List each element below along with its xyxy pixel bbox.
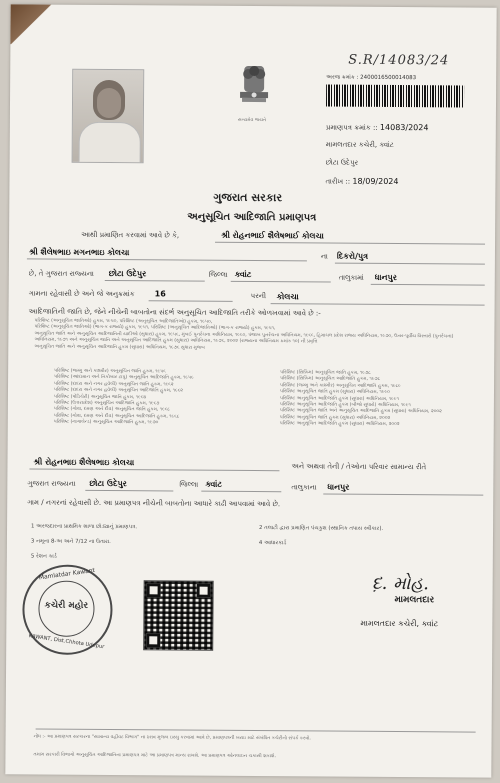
enclosure-5: 5 રેશન કાર્ડ: [30, 553, 57, 560]
caste-name: કોલચા: [276, 292, 299, 302]
barcode: [326, 85, 464, 108]
caste-line: આદિજાતિની જાતિ છે, જેને નીચેની બાબતોના સંદર્ભ અનુસૂચિત આદિજાતિ તરીકે ઓળખવામાં આવે છે :-: [28, 307, 321, 318]
na-label: ના: [320, 252, 328, 261]
person-name: શ્રી રોહનભાઇ શૈલેષભાઇ કોલચા: [33, 457, 135, 468]
enclosure-4: 4 આધારકાર્ડ: [258, 540, 287, 547]
torn-corner: [10, 4, 70, 44]
residence-line: ગામ / નગરનાં રહેવાસી છે. આ પ્રમાણપત્ર નીચેની બાબતોના આધારે કાઢી આપવામાં આવે છે.: [27, 498, 281, 509]
taluka-name: ક્વાંટ: [234, 269, 252, 280]
village-name: ધાનપુર: [374, 272, 397, 283]
state-again: ગુજરાત રાજ્યના: [27, 479, 76, 488]
handwritten-reference: S.R/14083/24: [348, 52, 450, 69]
serial-suffix: પરની: [250, 291, 267, 301]
qr-code: [143, 580, 213, 650]
district-label: જિલ્લા: [208, 270, 228, 279]
serial-number: 16: [154, 289, 166, 299]
signatory-title: મામલતદાર: [394, 595, 435, 606]
cert-number-label: પ્રમાણપત્ર ક્રમાંક: [325, 123, 371, 132]
father-name: શ્રી શૈલેષભાઇ મગનભાઇ કોલચા: [28, 247, 130, 258]
relation: દિકરો/પુત્ર: [336, 251, 369, 261]
footer-note-1: નોંધ :- આ પ્રમાણપત્ર સરકારના "સામાન્ય વહીવટ વિભાગ" ના ઠરાવ મુજબ ઇસ્યુ કરવામાં આવે છે, પ્રમાણપત્રની ખરાઇ માટે સંબંધિત કચેરીનો સંપર્ક કરવો.: [33, 734, 311, 742]
application-number: અરજ ક્રમાંક : 2400016500014083: [326, 74, 417, 82]
certificate-title: અનુસૂચિત આદિજાતિ પ્રમાણપત્ર: [187, 211, 317, 224]
applicant-name: શ્રી રોહનભાઈ શૈલેષભાઈ કોલચા: [221, 230, 324, 241]
district-line: છોટા ઉદેપુર: [325, 158, 359, 167]
taluka-again: ક્વાંટ: [205, 479, 223, 489]
legal-list-left: પરિશિષ્ટ (જમ્મુ અને કાશ્મીર) અનુસૂચિત જાતિ હુકમ, ૧૯૫૬ પરિશિષ્ટ (આંદામાન અને નિકોબાર ટાપુ) અનુસૂચિત આદિજાતિ હુકમ, ૧૯૫૯ પરિશિષ્ટ (દાદરા અને નગર હવેલી) અનુસૂચિત જાતિ હુકમ, ૧૯૬૨ પરિશિષ્ટ (દાદરા અને નગર હવેલી) અનુસૂચિત આદિજાતિ હુકમ, ૧૯૬૨ પરિશિષ્ટ (પોંડિચેરી) અનુસૂચિત જાતિ હુકમ, ૧૯૬૪ પરિશિષ્ટ (ઉત્તરપ્રદેશ) અનુસૂચિત આદિજાતિ હુકમ, ૧૯૬૭ પરિશિષ્ટ (ગોવા, દમણ અને દીવ) અનુસૂચિત જાતિ હુકમ, ૧૯૬૮ પરિશિષ્ટ (ગોવા, દમણ અને દીવ) અનુસૂચિત આદિજાતિ હુકમ, ૧૯૬૮ પરિશિષ્ટ (નાગાલેન્ડ) અનુસૂચિત આદિજાતિ હુકમ, ૧૯૭૦: [53, 368, 194, 426]
schedule-prefix: ગામના રહેવાસી છે અને જે અનુક્રમાંક: [28, 289, 135, 299]
enclosure-2: 2 તલાટી દ્વારા પ્રમાણિત પંચકુશ (સ્થાનિક તપાસ સ્વીકાર).: [259, 525, 384, 532]
issue-date: 18/09/2024: [352, 176, 399, 187]
office-seal: [22, 564, 113, 655]
district-label-again: જિલ્લા: [179, 480, 199, 489]
taluka-label: તાલુકામાં: [338, 273, 364, 282]
taluka-label-again: તાલુકાના: [291, 483, 317, 492]
intro-text: આથી પ્રમાણિત કરવામાં આવે છે કે,: [81, 230, 180, 240]
cert-number: 14083/2024: [379, 122, 429, 133]
state-prefix: છે, તે ગુજરાત રાજ્યના: [28, 269, 94, 278]
date-label: તારીખ: [325, 177, 344, 186]
cert-number-row: પ્રમાણપત્ર ક્રમાંક :: 14083/2024: [325, 122, 429, 133]
enclosure-3: 3 નમૂના 8-અ અને 7/12 ના ઉતારા.: [30, 538, 111, 546]
legal-text-block: પરિશિષ્ટ (અનુસૂચિત જાતિઓ) હુકમ, ૧૯૫૦, પરિશિષ્ટ (અનુસૂચિત આદિજાતિઓ) હુકમ, ૧૯૫૦, પરિશિષ્ટ (અનુસૂચિત જાતિઓ) (ભાગ-ક રાજ્યો) હુકમ, ૧૯૫૧, પરિશિષ્ટ (અનુસૂચિત આદિજાતિઓ) (ભાગ-ક રાજ્યો) હુકમ, ૧૯૫૧, અનુસૂચિત જાતિ અને અનુસૂચિત આદિજાતિની યાદીઓ (સુધારા) હુકમ, ૧૯૫૬, મુંબઈ પુનર્રચના અધિનિયમ, ૧૯૬૦, પંજાબ પુનર્રચના અધિનિયમ, ૧૯૬૬, હિમાચલ પ્રદેશ રાજ્ય અધિનિયમ, ૧૯૭૦, ઉત્તર-પૂર્વીય વિસ્તારો (પુનર્રચના) અધિનિયમ, ૧૯૭૧ અને અનુસૂચિત જાતિ અને અનુસૂચિત આદિજાતિ હુકમ (સુધારા) અધિનિયમ, ૧૯૭૬, ૨૦૦૨ (રાજ્યના અધિનિયમ ક્રમાંક ૧૦) ની પ્રવૃત્તિ અનુસૂચિત જાતિ અને અનુસૂચિત આદિજાતિ હુકમ (સુધારા) અધિનિયમ, ૧૯૭૬ સુધારા મુજબ: [34, 318, 454, 351]
certificate-paper: [5, 4, 496, 777]
legal-list-right: પરિશિષ્ટ (સિક્કિમ) અનુસૂચિત જાતિ હુકમ, ૧૯૭૮ પરિશિષ્ટ (સિક્કિમ) અનુસૂચિત આદિજાતિ હુકમ, ૧૯૭૮ પરિશિષ્ટ (જમ્મુ અને કાશ્મીર) અનુસૂચિત આદિજાતિ હુકમ, ૧૯૮૯ પરિશિષ્ટ અનુસૂચિત જાતિ હુકમ (સુધારા) અધિનિયમ, ૧૯૯૦ પરિશિષ્ટ અનુસૂચિત આદિજાતિ હુકમ (સુધારા) અધિનિયમ, ૧૯૯૧ પરિશિષ્ટ અનુસૂચિત આદિજાતિ હુકમ (બીજો સુધારો) અધિનિયમ, ૧૯૯૧ પરિશિષ્ટ અનુસૂચિત જાતિ અને અનુસૂચિત આદિજાતિ હુકમ (સુધારા) અધિનિયમ, ૨૦૦૨ પરિશિષ્ટ અનુસૂચિત જાતિ હુકમ (સુધારા) અધિનિયમ, ૨૦૦૨ પરિશિષ્ટ અનુસૂચિત આદિજાતિ હુકમ (સુધારા) અધિનિયમ, ૨૦૦૨: [279, 370, 442, 428]
district-again: છોટા ઉદેપુર: [89, 478, 127, 489]
applicant-photo: [72, 69, 145, 164]
signatory-office: મામલતદાર કચેરી, ક્વાંટ: [360, 618, 439, 629]
village-again: ધાનપુર: [327, 482, 350, 492]
footer-note-2: તમામ સરકારી વિભાગો અનુસૂચિત આદિજાતિના પ્રમાણપત્ર માટે આ પ્રમાણપત્ર માન્ય રાખશે. આ પ્રમાણપત્ર ઓનલાઇન ચકાસી શકાશે.: [33, 752, 277, 760]
seal-text-bottom: KAWANT, Dist.Chhota Udepur: [28, 633, 105, 651]
emblem-caption: સત્યમેવ જયતે: [237, 117, 267, 124]
district-name: છોટા ઉદેપુર: [108, 269, 147, 279]
national-emblem-icon: [232, 62, 276, 122]
enclosure-1: 1 અરજદારના પ્રાથમિક શાળા છોડ્યાનું પ્રમાણપત્ર.: [31, 523, 138, 531]
signature-scribble: દ઼. મોહ.: [371, 572, 429, 595]
government-title: ગુજરાત સરકાર: [213, 190, 283, 205]
seal-text-top: Mamlatdar Kawant: [38, 567, 96, 582]
seal-text-mid: કચેરી મહોર: [44, 600, 89, 611]
family-line: અને અથવા તેની / તેઓના પરિવાર સામાન્ય રીતે: [291, 462, 427, 472]
date-row: તારીખ :: 18/09/2024: [325, 176, 399, 187]
office-line: મામલતદાર કચેરી, ક્વાંટ: [325, 140, 394, 149]
